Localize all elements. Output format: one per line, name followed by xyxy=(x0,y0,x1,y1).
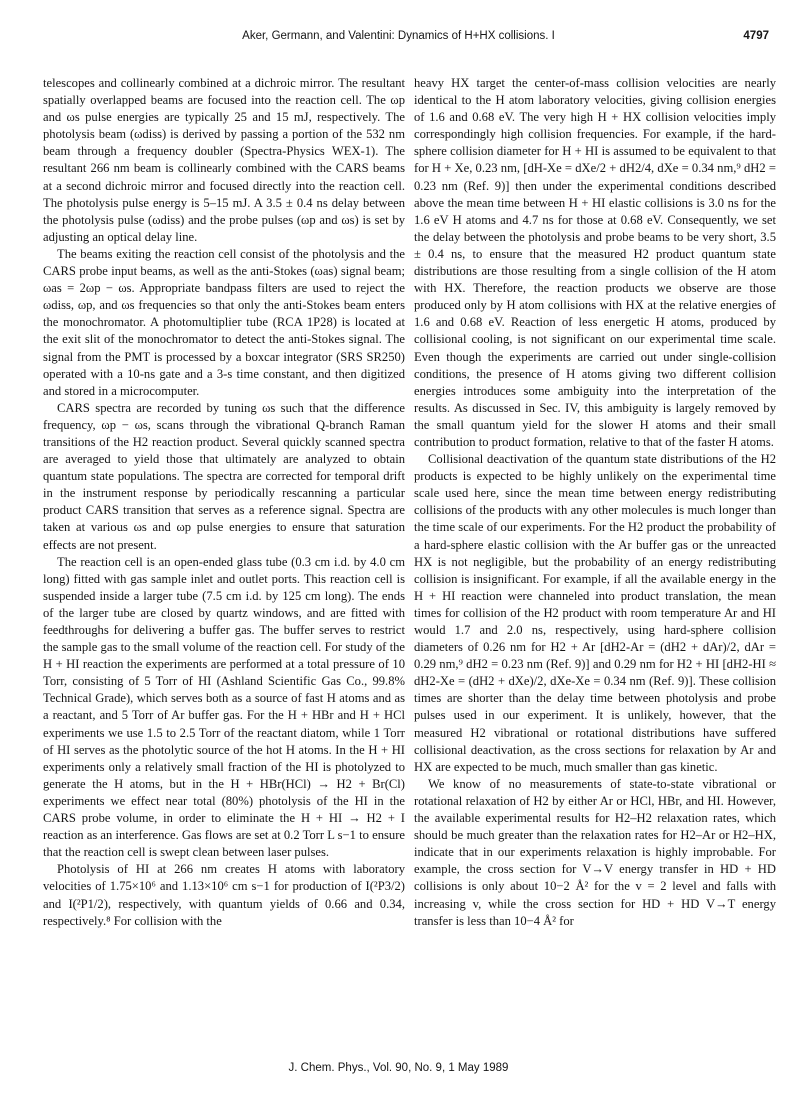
running-header xyxy=(0,30,797,50)
paragraph: Collisional deactivation of the quantum state distributions of the H2 products is expected to be highly unlikely on the experimental time scale used here, since the mean time between energy redistributing collisions of the products with any other molecules is much longer than the time scale of our experiments. For the H2 product the probability of a hard-sphere elastic collision with the Ar buffer gas or the unreacted HX is not negligible, but the probability of an energy redistributing collision is insignificant. For example, if all the available energy in the H + HI reaction were channeled into product translation, the mean times for collision of the H2 product with room temperature Ar and HI would 1.7 and 2.0 ns, respectively, using hard-sphere collision diameters of 0.26 nm for H2 + Ar [dH2-Ar = (dH2 + dAr)/2, dAr = 0.29 nm,⁹ dH2 = 0.23 nm (Ref. 9)] and 0.29 nm for H2 + HI [dH2-HI ≈ dH2-Xe = (dH2 + dXe)/2, dXe-Xe = 0.34 nm (Ref. 9)]. These collision times are shorter than the delay time between photolysis and probe pulses used in our experiment. It is unlikely, however, that the measured H2 vibrational or rotational distributions have suffered collisional deactivation, as the cross sections for relaxation by Ar and HX are expected to be much, much smaller than gas kinetic. xyxy=(414,452,776,774)
paragraph: CARS spectra are recorded by tuning ωs such that the difference frequency, ωp − ωs, scans through the vibrational Q-branch Raman transitions of the H2 reaction product. Several quickly scanned spectra are averaged to yield those that ultimately are analyzed to obtain quantum state populations. The spectra are corrected for temporal drift in the instrument response by periodically rescanning a particular product CARS transition that serves as a reference signal. Spectra are taken at various ωs and ωp pulse energies to ensure that saturation effects are not present. xyxy=(43,400,405,552)
page-number: 4797 xyxy=(743,30,769,42)
left-column xyxy=(43,75,405,930)
paragraph: The beams exiting the reaction cell consist of the photolysis and the CARS probe input beams, as well as the anti-Stokes (ωas) signal beam; ωas = 2ωp − ωs. Appropriate bandpass filters are used to reject the ωdiss, ωp, and ωs frequencies so that only the anti-Stokes beam enters the monochromator. A photomultiplier tube (RCA 1P28) is located at the exit slit of the monochromator to detect the anti-Stokes signal. The signal from the PMT is processed by a boxcar integrator (SRS SR250) operated with a 10-ns gate and a 3-s time constant, and then digitized and stored in a microcomputer. xyxy=(43,246,405,398)
paragraph: We know of no measurements of state-to-state vibrational or rotational relaxation of H2 by either Ar or HCl, HBr, and HI. However, the available experimental results for H2–H2 relaxation rates, which should be much greater than the relaxation rates for H2–Ar or H2–HX, indicate that in our experiments relaxation is highly improbable. For example, the cross section for V→V energy transfer in HD + HD collisions is only about 10−2 Å² for the v = 2 level and falls with increasing v, while the cross section for HD + HD V→T energy transfer is less than 10−4 Å² for xyxy=(414,776,776,928)
paragraph: Photolysis of HI at 266 nm creates H atoms with laboratory velocities of 1.75×10⁶ and 1.13×10⁶ cm s−1 for production of I(²P3/2) and I(²P1/2), respectively, with quantum yields of 0.66 and 0.34, respectively.⁸ For collision with the xyxy=(43,862,405,928)
right-column xyxy=(414,75,776,930)
paragraph: telescopes and collinearly combined at a dichroic mirror. The resultant spatially overlapped beams are focused into the reaction cell. The ωp and ωs pulse energies are typically 25 and 15 mJ, respectively. The photolysis beam (ωdiss) is derived by passing a portion of the 532 nm beam through a frequency doubler (Spectra-Physics WEX-1). The resultant 266 nm beam is collinearly combined with the CARS beams at a second dichroic mirror and focused directly into the reaction cell. The photolysis pulse energy is 5–15 mJ. A 3.5 ± 0.4 ns delay between the photolysis pulse (ωdiss) and the probe pulses (ωp and ωs) is set by adjusting an optical delay line. xyxy=(43,76,405,244)
paragraph: heavy HX target the center-of-mass collision velocities are nearly identical to the H atom laboratory velocities, giving collision energies of 1.6 and 0.68 eV. The very high H + HX collision velocities imply correspondingly high collision frequencies. For example, if the hard-sphere collision diameter for H + HI is assumed to be equivalent to that for H + Xe, 0.23 nm, [dH-Xe = dXe/2 + dH2/4, dXe = 0.34 nm,⁹ dH2 = 0.23 nm (Ref. 9)] then under the experimental conditions described above the mean time between H + HI elastic collisions is 3.0 ns for the 1.6 eV H atoms and 4.7 ns for those at 0.68 eV. Consequently, we set the delay between the photolysis and probe beams to be very short, 3.5 ± 0.4 ns, to ensure that the measured H2 product quantum state distributions are those resulting from a single collision of the H atom with HX. Therefore, the reaction products we observe are those produced only by H atom collisions with HX at the relative energies of 1.6 and 0.68 eV. Reaction of less energetic H atoms, produced by collisional cooling, is not significant on our experimental time scale. Even though the experiments are carried out under single-collision conditions, the presence of H atoms giving two different collision energies introduces some ambiguity into the interpretation of the results. As discussed in Sec. IV, this ambiguity is largely removed by the small quantum yield for the slower H atoms and their small contribution to product formation, relative to that of the faster H atoms. xyxy=(414,76,776,449)
paragraph: The reaction cell is an open-ended glass tube (0.3 cm i.d. by 4.0 cm long) fitted with gas sample inlet and outlet ports. This reaction cell is suspended inside a larger tube (7.5 cm i.d. by 125 cm long). The ends of the larger tube are closed by quartz windows, and are fitted with feedthroughs for delivering a buffer gas. The buffer serves to restrict the sample gas to the small volume of the reaction cell. For study of the H + HI reaction the experiments are performed at a total pressure of 10 Torr, consisting of 5 Torr of HI (Ashland Scientific Gas Co., 99.8% Technical Grade), which serves both as a source of fast H atoms and as a reactant, and 5 Torr of Ar buffer gas. For the H + HBr and H + HCl experiments we use 1.5 to 2.5 Torr of the reactant diatom, while 1 Torr of HI serves as the photolytic source of the hot H atoms. In the H + HI experiments only a relatively small fraction of the HI is photolyzed to generate the H atoms, but in the H + HBr(HCl) → H2 + Br(Cl) experiments we effect near total (80%) photolysis of the HI in the CARS probe volume, in order to eliminate the H + HI → H2 + I reaction as an interference. Gas flows are set at 0.2 Torr L s−1 to ensure that the reaction cell is swept clean between laser pulses. xyxy=(43,554,405,860)
running-title: Aker, Germann, and Valentini: Dynamics of H+HX collisions. I xyxy=(242,30,555,42)
journal-footer: J. Chem. Phys., Vol. 90, No. 9, 1 May 1989 xyxy=(288,1062,509,1074)
